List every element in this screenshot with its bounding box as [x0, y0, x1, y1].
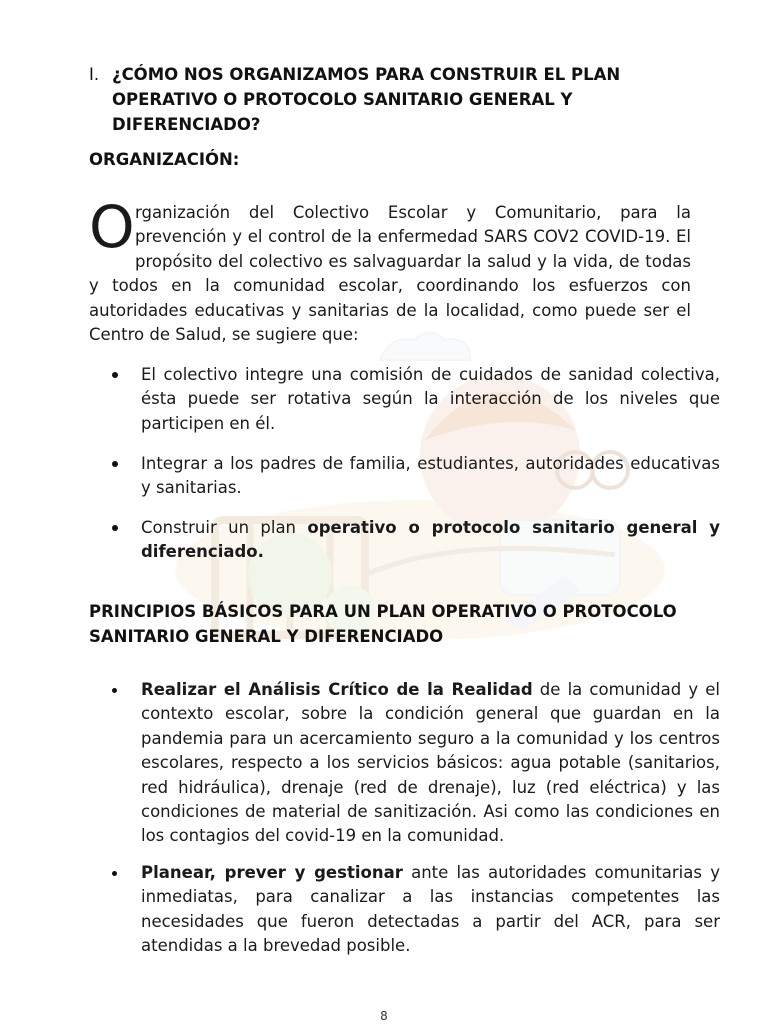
organization-bullet-list-3: [112, 516, 720, 565]
organization-bullet-list: [112, 363, 720, 436]
intro-paragraph: [89, 193, 691, 347]
page-number: 8: [380, 1009, 388, 1023]
intro-text: rganización del Colectivo Escolar y Comunitario, para la prevención y el control de la enfermedad SARS COV2 COVID-19. El propósito del colectivo es salvaguardar la salud y la vida, de todas y todos en la comunidad escolar, coordinando los esfuerzos con autoridades educativas y sanitarias de la localidad, como puede ser el Centro de Salud, se sugiere que:: [89, 203, 691, 345]
list-item-text: Integrar a los padres de familia, estudiantes, autoridades educativas y sanitarias.: [141, 454, 720, 498]
list-item: [112, 363, 720, 436]
list-item: [112, 516, 720, 565]
bullet-icon: [112, 525, 118, 531]
bullet-icon: [112, 688, 117, 693]
section-title: ¿CÓMO NOS ORGANIZAMOS PARA CONSTRUIR EL PLAN OPERATIVO O PROTOCOLO SANITARIO GENERAL Y DIFERENCIADO?: [112, 65, 621, 134]
bullet-icon: [112, 372, 118, 378]
list-item: [112, 861, 720, 959]
principles-list-2: [112, 861, 720, 959]
organization-bullet-list-2: [112, 452, 720, 501]
list-item-bold: Planear, prever y gestionar: [141, 863, 403, 882]
list-item-bold: Realizar el Análisis Crítico de la Realidad: [141, 680, 533, 699]
principles-list: [112, 678, 721, 849]
section-number: I.: [89, 65, 100, 84]
bullet-icon: [112, 871, 117, 876]
bullet-icon: [112, 461, 118, 467]
list-item-text: de la comunidad y el contexto escolar, sobre la condición general que guardan en la pandemia para un acercamiento seguro a la comunidad y los centros escolares, respecto a los servicios básicos: agua potable (sanitarios, red hidráulica), drenaje (red de drenaje), luz (red eléctrica) y las condiciones de material de sanitización. Asi como las condiciones en los contagios del covid-19 en la comunidad.: [141, 680, 721, 846]
list-item: [112, 678, 720, 849]
list-item-text-bold: operativo o protocolo sanitario general y diferenciado.: [141, 518, 720, 562]
list-item-text: El colectivo integre una comisión de cuidados de sanidad colectiva, ésta puede ser rotativa según la interacción de los niveles que participen en él.: [141, 365, 720, 433]
list-item: [112, 452, 720, 501]
organization-heading: ORGANIZACIÓN:: [89, 150, 240, 169]
drop-cap: O: [89, 193, 135, 261]
list-item-text: ante las autoridades comunitarias y inmediatas, para canalizar a las instancias competentes las necesidades que fueron detectadas a partir del ACR, para ser atendidas a la brevedad posible.: [141, 863, 720, 956]
principles-heading: PRINCIPIOS BÁSICOS PARA UN PLAN OPERATIVO O PROTOCOLO SANITARIO GENERAL Y DIFERENCIADO: [89, 602, 677, 646]
list-item-text-plain: Construir un plan: [141, 518, 308, 537]
